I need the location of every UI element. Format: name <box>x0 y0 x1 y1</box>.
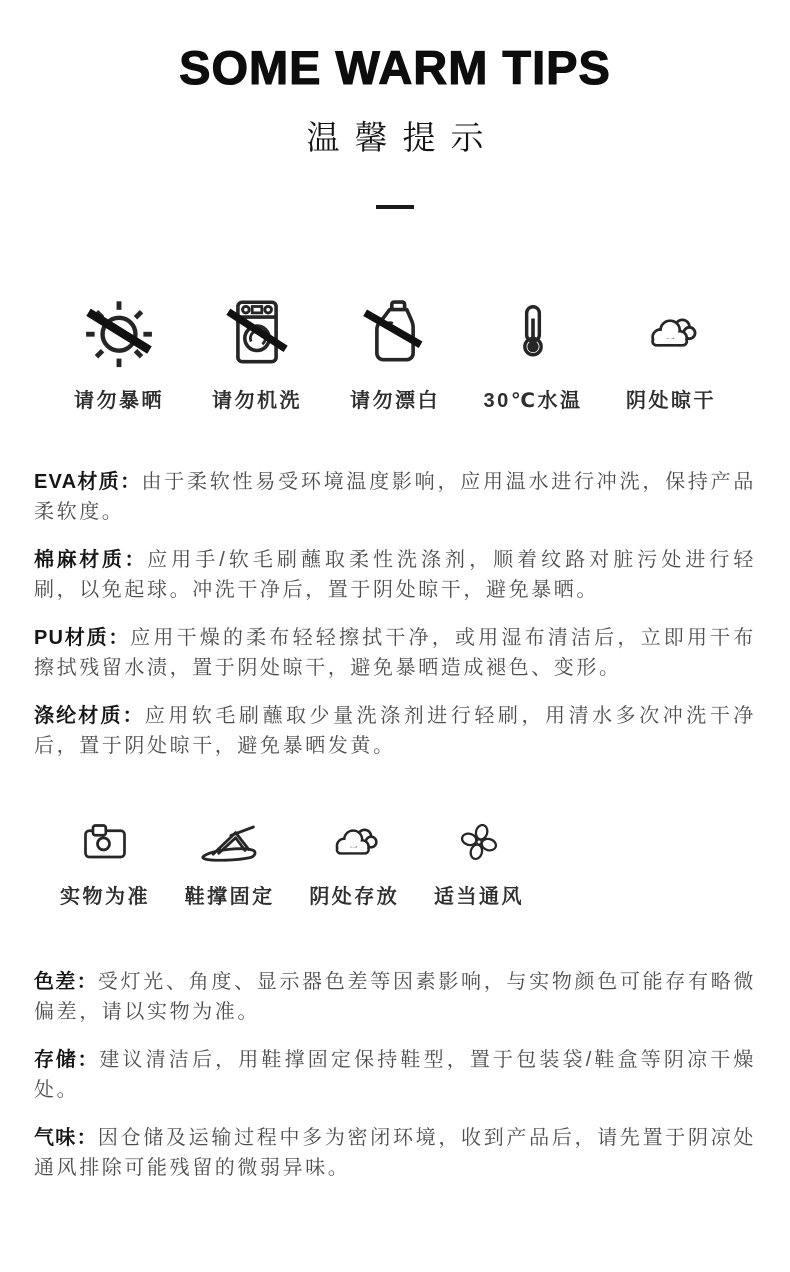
care-label: 阴处晾干 <box>626 390 716 412</box>
notes-section <box>0 967 790 1183</box>
tip-polyester <box>34 701 756 761</box>
page-title: SOME WARM TIPS <box>179 41 611 94</box>
note-label: 气味： <box>34 1127 98 1149</box>
tip-text: 应用干燥的柔布轻轻擦拭干净，或用湿布清洁后，立即用干布擦拭残留水渍，置于阴处晾干，避免暴晒造成褪色、变形。 <box>34 627 756 679</box>
thermometer-icon <box>514 291 552 375</box>
material-tips-section <box>0 467 790 761</box>
no-bleach-icon <box>363 291 427 375</box>
tip-label: 棉麻材质： <box>34 549 148 571</box>
care-icon-row <box>0 291 790 413</box>
care-item-shade-dry <box>602 291 740 413</box>
note-storage <box>34 1045 756 1105</box>
cloud-shade-icon <box>328 813 380 871</box>
tip-text: 应用软毛刷蘸取少量洗涤剂进行轻刷，用清水多次冲洗干净后，置于阴处晾干，避免暴晒发黄。 <box>34 705 756 757</box>
cloud-shade-icon <box>643 291 699 375</box>
note-color-difference <box>34 967 756 1027</box>
note-label: 色差： <box>34 971 98 993</box>
storage-label: 适当通风 <box>433 886 524 908</box>
tip-eva <box>34 467 756 527</box>
shoe-tree-icon <box>200 813 260 871</box>
tip-text: 应用手/软毛刷蘸取柔性洗涤剂，顺着纹路对脏污处进行轻刷，以免起球。冲洗干净后，置于阴处晾干，避免暴晒。 <box>34 549 756 601</box>
storage-item-camera <box>46 813 164 909</box>
storage-icon-row <box>46 813 538 909</box>
care-item-water-temp <box>464 291 602 413</box>
storage-label: 实物为准 <box>60 886 150 908</box>
care-label: 请勿漂白 <box>350 390 440 412</box>
storage-item-shade <box>295 813 413 909</box>
tip-text: 由于柔软性易受环境温度影响，应用温水进行冲洗，保持产品柔软度。 <box>34 471 756 523</box>
page-subtitle: 温馨提示 <box>306 119 499 156</box>
tip-label: 涤纶材质： <box>34 705 145 727</box>
care-label: 请勿机洗 <box>212 390 302 412</box>
care-item-no-machine-wash <box>188 291 326 413</box>
storage-item-shoe-tree <box>171 813 289 909</box>
note-text: 建议清洁后，用鞋撑固定保持鞋型，置于包装袋/鞋盒等阴凉干燥处。 <box>34 1049 756 1101</box>
storage-label: 鞋撑固定 <box>184 886 275 908</box>
care-label: 请勿暴晒 <box>74 390 164 412</box>
tip-cotton-linen <box>34 545 756 605</box>
no-machine-wash-icon <box>225 291 289 375</box>
camera-icon <box>81 813 129 871</box>
storage-item-ventilation <box>420 813 538 909</box>
care-label: 30℃水温 <box>483 390 583 412</box>
care-item-no-sun <box>50 291 188 413</box>
tip-label: EVA材质： <box>34 471 142 493</box>
fan-icon <box>458 813 500 871</box>
storage-label: 阴处存放 <box>309 886 400 908</box>
divider-line <box>376 205 414 209</box>
tip-label: PU材质： <box>34 627 131 649</box>
no-sun-icon <box>80 291 158 375</box>
note-text: 因仓储及运输过程中多为密闭环境，收到产品后，请先置于阴凉处通风排除可能残留的微弱异味。 <box>34 1127 756 1179</box>
care-item-no-bleach <box>326 291 464 413</box>
note-label: 存储： <box>34 1049 100 1071</box>
note-text: 受灯光、角度、显示器色差等因素影响，与实物颜色可能存有略微偏差，请以实物为准。 <box>34 971 756 1023</box>
note-odor <box>34 1123 756 1183</box>
tip-pu <box>34 623 756 683</box>
